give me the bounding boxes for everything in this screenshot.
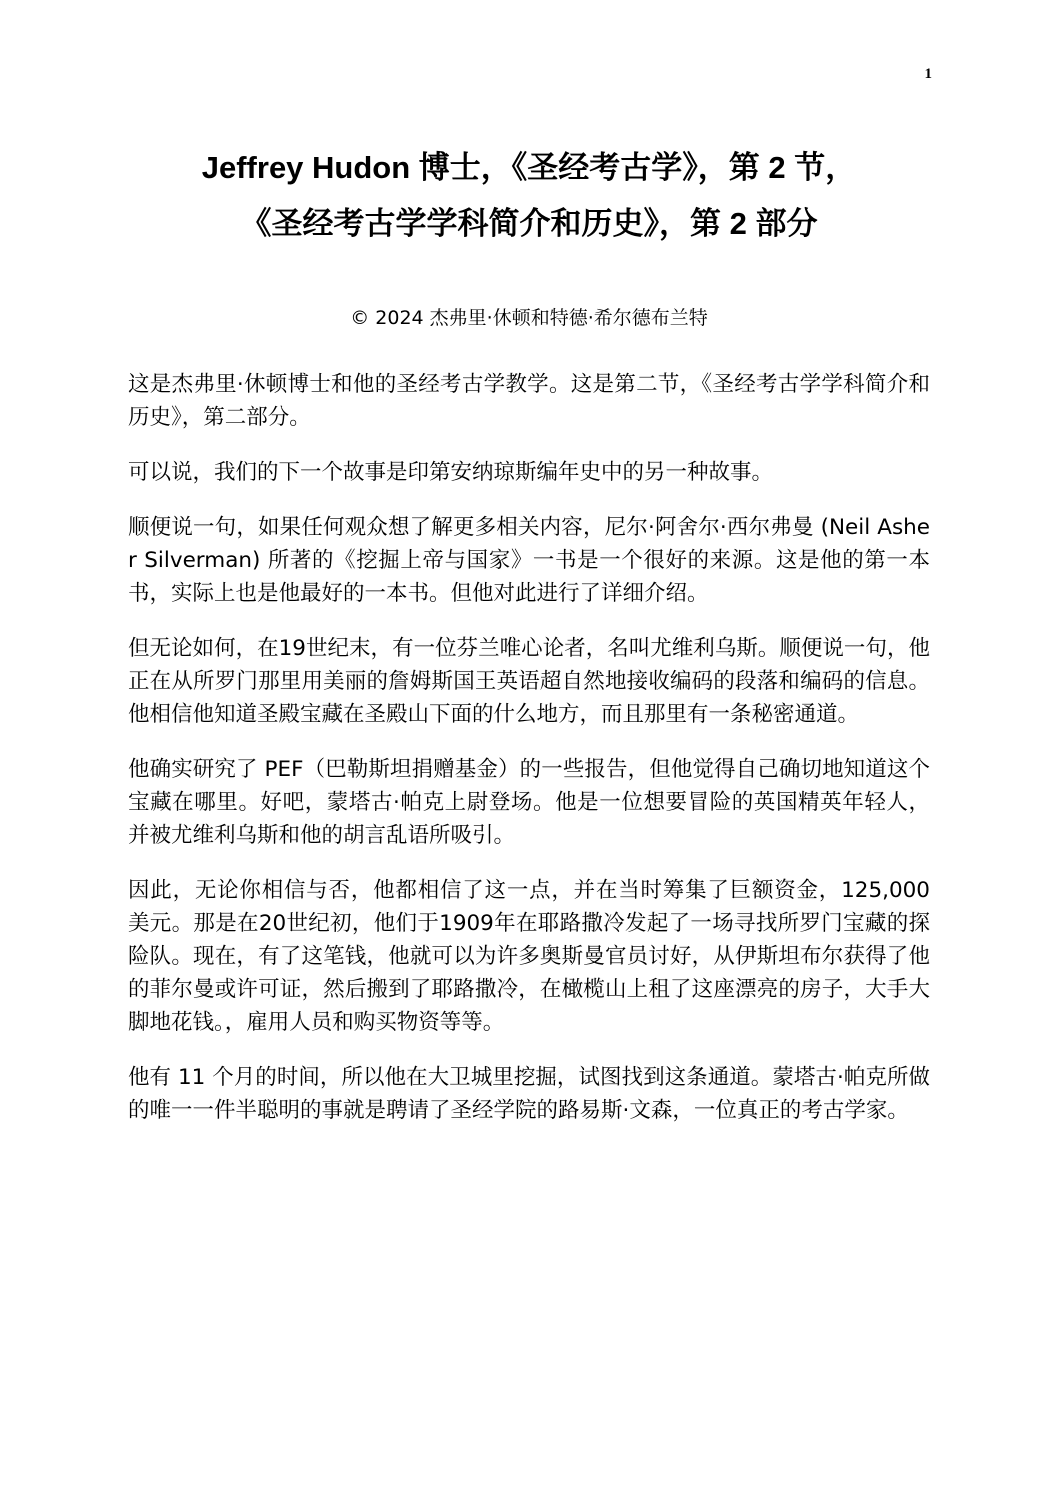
title-line-2: 《圣经考古学学科简介和历史》，第 2 部分 — [240, 206, 818, 241]
paragraph: 他有 11 个月的时间，所以他在大卫城里挖掘，试图找到这条通道。蒙塔古·帕克所做的唯一一件半聪明的事就是聘请了圣经学院的路易斯·文森，一位真正的考古学家。 — [128, 1065, 930, 1123]
body-text — [128, 368, 930, 1149]
paragraph: 但无论如何，在19世纪末，有一位芬兰唯心论者，名叫尤维利乌斯。顺便说一句，他正在从所罗门那里用美丽的詹姆斯国王英语超自然地接收编码的段落和编码的信息。他相信他知道圣殿宝藏在圣殿山下面的什么地方，而且那里有一条秘密通道。 — [128, 636, 930, 727]
page-number: 1 — [924, 66, 932, 82]
title-line-1: Jeffrey Hudon 博士，《圣经考古学》，第 2 节， — [201, 150, 857, 185]
paragraph: 因此，无论你相信与否，他都相信了这一点，并在当时筹集了巨额资金，125,000 美元。那是在20世纪初，他们于1909年在耶路撒冷发起了一场寻找所罗门宝藏的探险队。现在，有了这笔钱，他就可以为许多奥斯曼官员讨好，从伊斯坦布尔获得了他的菲尔曼或许可证，然后搬到了耶路撒冷，在橄榄山上租了这座漂亮的房子，大手大脚地花钱。，雇用人员和购买物资等等。 — [128, 878, 930, 1035]
paragraph: 可以说，我们的下一个故事是印第安纳琼斯编年史中的另一种故事。 — [128, 460, 774, 485]
paragraph: 顺便说一句，如果任何观众想了解更多相关内容，尼尔·阿舍尔·西尔弗曼 (Neil Asher Silverman) 所著的《挖掘上帝与国家》一书是一个很好的来源。这是他的第一本书，实际上也是他最好的一本书。但他对此进行了详细介绍。 — [128, 515, 930, 606]
copyright-notice: © 2024 杰弗里·休顿和特德·希尔德布兰特 — [350, 307, 708, 329]
paragraph: 他确实研究了 PEF（巴勒斯坦捐赠基金）的一些报告，但他觉得自己确切地知道这个宝藏在哪里。好吧，蒙塔古·帕克上尉登场。他是一位想要冒险的英国精英年轻人，并被尤维利乌斯和他的胡言乱语所吸引。 — [128, 757, 930, 848]
document-title — [128, 140, 930, 252]
paragraph: 这是杰弗里·休顿博士和他的圣经考古学教学。这是第二节，《圣经考古学学科简介和历史》，第二部分。 — [128, 372, 930, 430]
